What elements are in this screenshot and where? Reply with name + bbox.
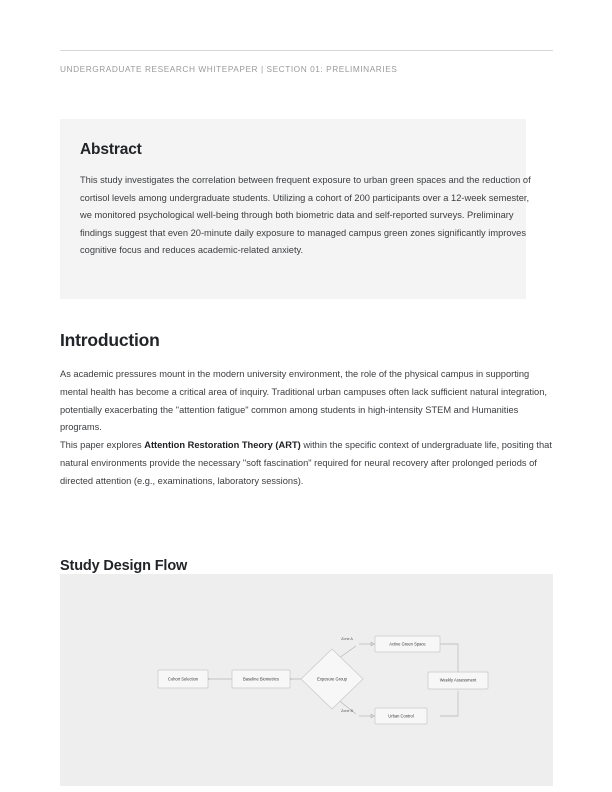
introduction-paragraph-1: As academic pressures mount in the modern university environment, the role of the physical campus in supporting mental health has become a critical area of inquiry. Traditional urban campuses often lack sufficient natural integration, potentially exacerbating the "attention fatigue" common among students in high-intensity STEM and Humanities programs. [60,369,547,433]
flow-node-cohort-selection-label: Cohort Selection [167,676,199,682]
flow-node-exposure-group-label: Exposure Group [317,676,347,682]
flow-node-urban-control-label: Urban Control [388,713,414,719]
introduction-heading: Introduction [60,330,160,350]
art-term: Attention Restoration Theory (ART) [144,440,301,451]
flow-node-active-green-space-label: Active Green Space [389,641,426,647]
header-divider [60,50,553,51]
abstract-heading: Abstract [80,141,142,158]
flow-node-weekly-assessment-label: Weekly Assessment [439,677,477,683]
flowchart-svg [60,574,553,786]
flow-node-weekly-assessment [428,672,488,689]
flowchart-panel [60,574,553,786]
flow-node-urban-control [375,708,427,724]
flow-edge-label-zone-b: Zone B [341,708,353,713]
flow-node-cohort-selection [158,670,208,688]
edge-active-to-weekly [440,644,458,672]
flow-node-active-green-space [375,636,440,652]
introduction-body [60,366,552,491]
flow-edge-label-zone-a: Zone A [341,636,353,641]
flow-node-baseline-biometrics-label: Baseline Biometrics [243,676,279,682]
running-header: UNDERGRADUATE RESEARCH WHITEPAPER | SECTION 01: PRELIMINARIES [60,64,398,74]
introduction-paragraph-2-tail: within the specific context of undergraduate life, positing that natural environments provide the necessary "soft fascination" required for neural recovery after prolonged periods of directed attention (e.g., examinations, laboratory sessions). [60,440,552,486]
flow-node-exposure-group [301,649,363,709]
flow-node-baseline-biometrics [232,670,290,688]
abstract-card [60,119,531,299]
introduction-paragraph-2 [60,437,552,490]
introduction-paragraph-2-lead: This paper explores [60,440,145,451]
edge-urban-to-weekly [440,691,458,716]
study-design-flow-heading: Study Design Flow [60,558,188,574]
abstract-body-text: This study investigates the correlation between frequent exposure to urban green spaces and the reduction of cortisol levels among undergraduate students. Utilizing a cohort of 200 participants over a 12-week semester, we monitored psychological well-being through both biometric data and self-reported surveys. Preliminary findings suggest that even 20-minute daily exposure to managed campus green zones significantly improves cognitive focus and reduces academic-related anxiety. [80,175,531,256]
